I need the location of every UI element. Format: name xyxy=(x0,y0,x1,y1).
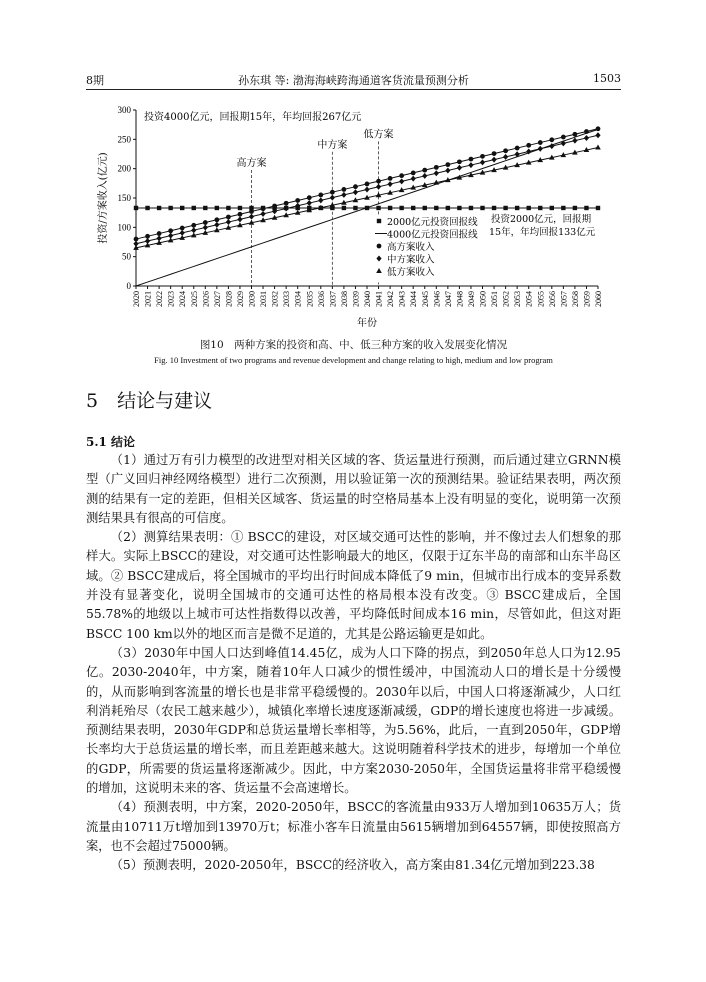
x-tick-label: 2032 xyxy=(270,291,280,307)
data-point xyxy=(596,126,601,131)
data-point xyxy=(388,206,392,210)
x-tick-label: 2050 xyxy=(478,291,488,307)
figure-caption-en: Fig. 10 Investment of two programs and revenue development and change relating to high, medium and low program xyxy=(154,355,553,365)
data-point xyxy=(584,206,588,210)
data-point xyxy=(411,176,416,182)
data-point xyxy=(249,214,254,220)
data-point xyxy=(307,195,312,200)
x-tick-label: 2022 xyxy=(155,291,165,307)
data-point xyxy=(434,206,438,210)
data-point xyxy=(168,228,173,233)
data-point xyxy=(376,179,381,184)
data-point xyxy=(238,212,243,217)
data-point xyxy=(180,206,184,210)
x-tick-label: 2053 xyxy=(513,291,523,307)
data-point xyxy=(388,181,393,187)
data-point xyxy=(180,226,185,231)
data-point xyxy=(237,216,242,222)
data-point xyxy=(550,206,554,210)
scenario-marker-label: 高方案 xyxy=(236,158,267,169)
data-point xyxy=(376,206,380,210)
y-tick-label: 200 xyxy=(117,163,131,174)
data-point xyxy=(284,201,289,206)
data-point xyxy=(215,206,219,210)
x-tick-label: 2020 xyxy=(132,291,141,307)
scenario-marker-label: 低方案 xyxy=(363,129,394,141)
y-axis-label: 投资/方案收入(亿元) xyxy=(98,152,109,244)
y-tick-label: 150 xyxy=(117,193,131,203)
data-point xyxy=(595,132,600,138)
x-tick-label: 2028 xyxy=(224,291,234,307)
annotation-text: 15年，年均回报133亿元 xyxy=(489,227,596,238)
x-tick-label: 2047 xyxy=(443,291,453,307)
data-point xyxy=(423,206,427,210)
x-tick-label: 2036 xyxy=(316,291,326,307)
data-point xyxy=(492,151,497,156)
y-tick-label: 300 xyxy=(117,105,131,115)
data-point xyxy=(411,206,415,210)
data-point xyxy=(191,227,196,233)
data-point xyxy=(318,197,323,203)
paragraph: （2）测算结果表明：① BSCC的建设，对区域交通可达性的影响，并不像过去人们想象的那样大。实际上BSCC的建设，对交通可达性影响最大的地区，仅限于辽东半岛的南部和山东半岛区域。② BSCC建成后，将全国城市的平均出行时间成本降低了9 min，但城市出行成本的变异系数并没有显著变化，说明全国城市的交通可达性的格局根本没有改变。③ BSCC建成后，全国55.78%的地级以上城市可达性指数得以改善，平均降低时间成本16 min，尽管如此，但这对距BSCC 100 km以外的地区而言是微不足道的，尤其是公路运输更是如此。 xyxy=(86,530,621,641)
legend-label: 2000亿元投资回报线 xyxy=(387,217,478,228)
y-tick-label: 250 xyxy=(117,134,131,145)
x-tick-label: 2030 xyxy=(247,291,257,307)
x-tick-label: 2052 xyxy=(501,291,511,307)
data-point xyxy=(145,234,150,239)
data-point xyxy=(561,206,565,210)
x-tick-label: 2021 xyxy=(143,291,153,307)
subsection-title: 5.1 结论 xyxy=(86,435,136,449)
data-point xyxy=(260,211,265,217)
issue-number: 8期 xyxy=(86,74,104,87)
data-point xyxy=(538,140,543,145)
x-tick-label: 2039 xyxy=(351,291,361,307)
paragraph: （5）预测表明，2020-2050年，BSCC的经济收入，高方案由81.34亿元增加到223.38 xyxy=(110,858,595,873)
x-tick-label: 2038 xyxy=(339,291,349,307)
data-point xyxy=(457,206,461,210)
data-point xyxy=(399,178,404,184)
running-title: 孙东琪 等: 渤海海峡跨海通道客货流量预测分析 xyxy=(238,74,469,87)
data-point xyxy=(342,187,347,192)
x-tick-label: 2024 xyxy=(178,291,188,307)
data-point xyxy=(388,176,393,181)
data-point xyxy=(318,193,323,198)
page-number: 1503 xyxy=(593,72,621,85)
data-point xyxy=(411,170,416,175)
paragraph: （4）预测表明，中方案，2020-2050年，BSCC的客流量由933万人增加到10635万人；货流量由10711万t增加到13970万t；标准小客车日流量由5615辆增加到64557辆，即使按照高方案，也不会超过75000辆。 xyxy=(86,800,621,853)
data-point xyxy=(399,173,404,178)
annotation-text: 投资4000亿元，回报期15年，年均回报267亿元 xyxy=(144,112,362,123)
data-point xyxy=(192,206,196,210)
body-text xyxy=(86,451,621,876)
data-point xyxy=(353,206,357,210)
x-tick-label: 2057 xyxy=(559,291,569,307)
x-tick-label: 2025 xyxy=(189,291,199,307)
x-tick-label: 2043 xyxy=(397,291,407,307)
data-point xyxy=(214,222,219,228)
data-point xyxy=(168,206,172,210)
data-point xyxy=(434,170,439,176)
data-point xyxy=(457,165,462,171)
data-point xyxy=(584,135,589,141)
x-tick-label: 2051 xyxy=(490,291,500,307)
paragraph: （3）2030年中国人口达到峰值14.45亿，成为人口下降的拐点，到2050年总人口为12.95亿。2030-2040年，中方案，随着10年人口减少的惯性缓冲，中国流动人口的增长是十分缓慢的，从而影响到客流量的增长也是非常平稳缓慢的。2030年以后，中国人口将逐渐减少，人口红利消耗殆尽（农民工越来越少），城镇化率增长速度逐渐减缓，GDP的增长速度也将进一步减缓。预测结果表明，2030年GDP和总货运量增长率相等，为5.56%，此后，一直到2050年，GDP增长率均大于总货运量的增长率，而且差距越来越大。这说明随着科学技术的进步，每增加一个单位的GDP，所需要的货运量将逐渐减少。因此，中方案2030-2050年，全国货运量将非常平稳缓慢的增加，这说明未来的客、货运量不会高速增长。 xyxy=(86,645,621,796)
data-point xyxy=(515,206,519,210)
x-tick-label: 2037 xyxy=(328,291,338,307)
legend-label: 高方案收入 xyxy=(387,242,435,253)
x-tick-label: 2044 xyxy=(409,291,419,307)
section-title: 5 结论与建议 xyxy=(86,390,213,412)
data-point xyxy=(365,182,370,187)
revenue-investment-chart xyxy=(86,100,621,332)
data-point xyxy=(503,206,507,210)
legend-label: 4000亿元投资回报线 xyxy=(387,229,478,241)
data-point xyxy=(226,215,231,220)
data-point xyxy=(503,154,508,160)
data-point xyxy=(446,206,450,210)
data-point xyxy=(491,157,496,163)
data-point xyxy=(515,146,520,151)
x-tick-label: 2045 xyxy=(420,291,430,307)
figure-caption-zh: 图10 两种方案的投资和高、中、低三种方案的收入发展变化情况 xyxy=(199,339,508,351)
y-tick-label: 0 xyxy=(126,281,131,291)
data-point xyxy=(469,206,473,210)
annotation-text: 投资2000亿元，回报期 xyxy=(491,214,592,225)
x-tick-label: 2023 xyxy=(166,291,176,307)
x-tick-label: 2048 xyxy=(455,291,465,307)
scenario-marker-label: 中方案 xyxy=(317,139,348,151)
data-point xyxy=(157,231,162,236)
data-point xyxy=(376,184,381,190)
data-point xyxy=(469,157,474,162)
data-point xyxy=(445,162,450,167)
x-tick-label: 2035 xyxy=(305,291,315,307)
data-point xyxy=(341,192,346,198)
data-point xyxy=(445,168,450,174)
data-point xyxy=(238,206,242,210)
data-point xyxy=(203,224,208,230)
data-point xyxy=(214,217,219,222)
x-tick-label: 2029 xyxy=(235,291,245,307)
data-point xyxy=(572,138,577,144)
x-tick-label: 2031 xyxy=(259,291,269,307)
data-point xyxy=(364,186,369,192)
data-point xyxy=(480,154,485,159)
data-point xyxy=(503,148,508,153)
data-point xyxy=(226,219,231,225)
x-tick-label: 2059 xyxy=(582,291,592,307)
x-tick-label: 2060 xyxy=(594,291,603,307)
data-point xyxy=(596,206,600,210)
data-point xyxy=(526,143,531,148)
y-tick-label: 50 xyxy=(122,251,131,262)
data-point xyxy=(538,146,543,152)
data-point xyxy=(549,137,554,142)
data-point xyxy=(261,206,266,211)
x-tick-label: 2033 xyxy=(282,291,292,307)
data-point xyxy=(538,206,542,210)
data-point xyxy=(595,145,601,150)
data-point xyxy=(249,209,254,214)
data-point xyxy=(134,237,139,242)
data-point xyxy=(457,159,462,164)
x-tick-label: 2042 xyxy=(386,291,396,307)
data-point xyxy=(492,206,496,210)
legend-swatch xyxy=(377,219,381,223)
data-point xyxy=(353,189,358,195)
data-point xyxy=(295,198,300,203)
data-point xyxy=(191,223,196,228)
data-point xyxy=(399,206,403,210)
data-point xyxy=(480,159,485,165)
data-point xyxy=(573,132,578,137)
data-point xyxy=(527,206,531,210)
paragraph: （1）通过万有引力模型的改进型对相关区域的客、货运量进行预测，而后通过建立GRNN模型（广义回归神经网络模型）进行二次预测，用以验证第一次的预测结果。验证结果表明，两次预测的结果有一定的差距，但相关区域客、货运量的时空格局基本上没有明显的变化，说明第一次预测结果具有很高的可信度。 xyxy=(86,453,621,525)
data-point xyxy=(272,204,277,209)
x-tick-label: 2046 xyxy=(432,291,442,307)
data-point xyxy=(157,206,161,210)
x-tick-label: 2040 xyxy=(363,291,372,307)
data-point xyxy=(226,206,230,210)
data-point xyxy=(330,190,335,195)
data-point xyxy=(203,206,207,210)
data-point xyxy=(422,173,427,179)
data-point xyxy=(134,206,138,210)
data-point xyxy=(561,135,566,140)
data-point xyxy=(342,206,346,210)
legend-label: 中方案收入 xyxy=(387,254,435,266)
x-tick-label: 2056 xyxy=(547,291,557,307)
data-point xyxy=(422,168,427,173)
data-point xyxy=(203,220,208,225)
data-point xyxy=(330,195,335,201)
data-point xyxy=(353,184,358,189)
data-point xyxy=(584,129,589,134)
x-tick-label: 2026 xyxy=(201,291,211,307)
x-tick-label: 2055 xyxy=(536,291,546,307)
x-tick-label: 2027 xyxy=(212,291,222,307)
running-header xyxy=(86,72,621,88)
legend-label: 低方案收入 xyxy=(387,267,435,278)
legend-swatch xyxy=(377,244,382,249)
x-tick-label: 2054 xyxy=(524,291,534,307)
x-tick-label: 2034 xyxy=(293,291,303,307)
x-tick-label: 2049 xyxy=(466,291,476,307)
data-point xyxy=(145,206,149,210)
data-point xyxy=(434,165,439,170)
x-tick-label: 2058 xyxy=(570,291,580,307)
y-tick-label: 100 xyxy=(117,222,131,233)
x-tick-label: 2041 xyxy=(374,291,384,307)
header-rule xyxy=(86,89,621,90)
x-axis-label: 年份 xyxy=(357,318,377,329)
data-point xyxy=(573,206,577,210)
data-point xyxy=(468,162,473,168)
data-point xyxy=(480,206,484,210)
data-point xyxy=(307,200,312,206)
